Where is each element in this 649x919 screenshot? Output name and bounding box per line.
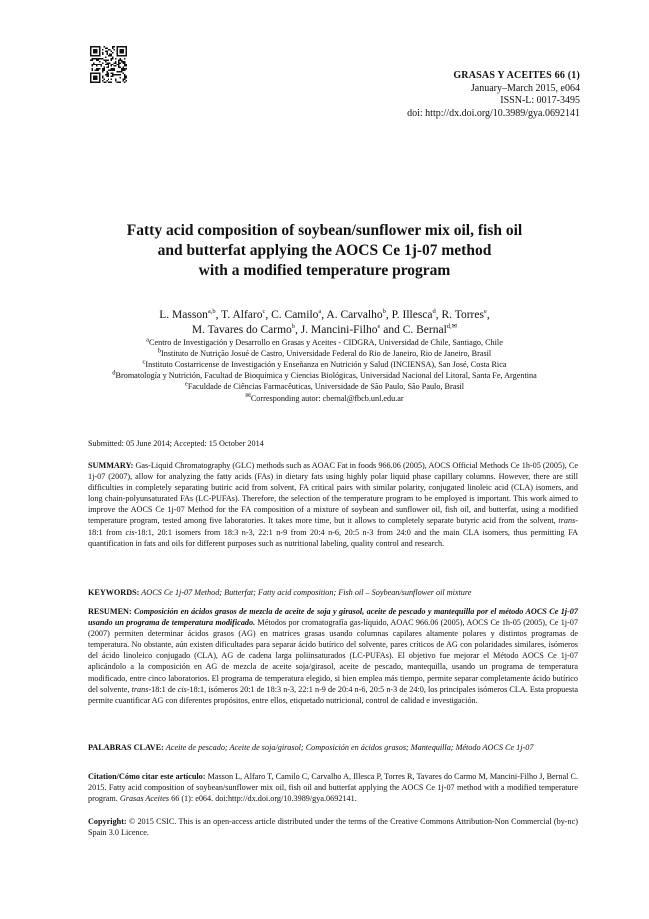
author-sup: b — [382, 308, 386, 316]
journal-issn: ISSN-L: 0017-3495 — [500, 95, 580, 107]
author-sup: d — [432, 308, 436, 316]
author-name: R. Torres — [441, 309, 484, 321]
corresponding-author — [20, 393, 629, 404]
author-name: M. Tavares do Carmo — [191, 324, 292, 336]
summary-text: -18:1 from — [88, 516, 578, 537]
author-name: L. Masson — [159, 309, 208, 321]
author-sep: , — [295, 324, 301, 336]
copyright-paragraph — [88, 816, 578, 838]
keywords-text: AOCS Ce 1j-07 Method; Butterfat; Fatty acid composition; Fish oil – Soybean/sunflower oil mixture — [139, 588, 472, 597]
affiliation — [20, 348, 629, 359]
resumen-text: Métodos por cromatografía gas-líquido, AOAC 966.06 (2005), AOCS Ce 1h-05 (2005), Ce 1j-07 (2007) permiten determinar ácidos grasos (AG) en matrices grasas usando columnas capilares altamente polares y distintos programas de temperatura. No obstante, aún existen dificultades para separar ácido butírico del solvente, pares críticos de AG con polaridades similares, isómeros del ácido linoleico conjugado (CLA), AG de cadena larga poliinsaturados (LC-PUFAs). El objetivo fue mejorar el Método AOCS Ce 1j-07 aplicándolo a la composición en AG de mezcla de aceite soja/girasol, aceite de pescado, mantequilla, usando un programa de temperatura modificado, entre cinco laboratorios. El programa de temperatura elegido, si bien emplea más tiempo, permite separar completamente ácido butírico del solvente, — [88, 618, 578, 694]
author-name: A. Carvalho — [326, 309, 383, 321]
affiliation — [20, 337, 629, 348]
corresponding-text[interactable]: Corresponding autor: cbernal@fbcb.unl.edu.ar — [250, 394, 404, 403]
affiliation — [20, 381, 629, 392]
author-sep: , — [265, 309, 272, 321]
title-line: with a modified temperature program — [198, 262, 451, 279]
affiliation-sup: b — [157, 347, 162, 355]
author-name: P. Illesca — [391, 309, 433, 321]
resumen-text: -18:1 de — [148, 684, 178, 694]
author-name: C. Bernal — [402, 324, 447, 336]
author-sep: , — [215, 309, 222, 321]
summary-trans: trans — [558, 516, 576, 526]
author-sep: , — [435, 309, 442, 321]
affiliation-text: Bromatología y Nutrición, Facultad de Bioquímica y Ciencias Biológicas, Universidad Nacional del Litoral, Santa Fe, Argentina — [115, 371, 537, 380]
author-list — [40, 308, 609, 338]
citation-journal: Grasas Aceites — [119, 794, 170, 804]
affiliation-sup: c — [142, 358, 146, 366]
copyright-text: © 2015 CSIC. This is an open-access article distributed under the terms of the Creative Commons Attribution-Non Commercial (by-nc) Spain 3.0 Licence. — [88, 817, 578, 838]
resumen-text: -18:1, isómeros 20:1 de 18:3 n-3, 22:1 n-9 de 20:4 n-6, 20:5 n-3 de 24:0, los principales isómeros CLA. Esta propuesta permite cuantificar AG con diferentes propósitos, entre ellos, etiquetado nutricional, control de calidad e investigación. — [88, 684, 578, 705]
affiliation-sup: a — [146, 336, 150, 344]
palabras-label: PALABRAS CLAVE: — [88, 743, 164, 752]
journal-issue: January–March 2015, e064 — [470, 82, 580, 94]
keywords-paragraph — [88, 587, 578, 598]
author-name: J. Mancini-Filho — [300, 324, 378, 336]
citation-text[interactable]: 66 (1): e064. doi:http://dx.doi.org/10.3989/gya.0692141. — [169, 794, 357, 804]
article-title — [60, 221, 589, 281]
author-sep: and — [380, 324, 403, 336]
affiliation-text: Faculdade de Ciências Farmacêuticas, Universidade de São Paulo, São Paulo, Brasil — [187, 382, 465, 391]
author-sep: , — [486, 309, 490, 321]
journal-name: GRASAS Y ACEITES 66 (1) — [453, 70, 580, 81]
summary-text: Gas-Liquid Chromatography (GLC) methods such as AOAC Fat in foods 966.06 (2005), AOCS Official Methods Ce 1h-05 (2005), Ce 1j-07 (2007), allow for analyzing the fatty acids (FAs) in dietary fats using highly polar liquid phase capillary columns. However, there are still difficulties in completely separating butiric acid from solvent, FA critical pairs with similar polarity, conjugated linoleic acid (CLA) isomers, and long chain-polyunsaturated FAs (LC-PUFAs). Therefore, the selection of the temperature program to be employed is important. This work aimed to improve the AOCS Ce 1j-07 Method for the FA composition of a mixture of soybean and sunflower oil, fish oil, and butterfat, using a modified temperature program, tested among five laboratories. It takes more time, but it allows to completely separate butyric acid from the solvent, — [88, 461, 578, 526]
journal-header — [407, 70, 580, 120]
summary-cis: cis — [125, 527, 135, 537]
resumen-trans: trans — [131, 684, 149, 694]
affiliation-sup: d — [112, 369, 116, 377]
palabras-clave-paragraph — [88, 742, 578, 753]
author-sep: , — [385, 309, 392, 321]
title-line: Fatty acid composition of soybean/sunflower mix oil, fish oil — [126, 222, 523, 239]
citation-paragraph — [88, 771, 578, 804]
author-sep: , — [321, 309, 327, 321]
author-sup: e — [377, 323, 381, 331]
author-sup: c — [262, 308, 266, 316]
summary-text: -18:1, 20:1 isomers from 18:3 n-3, 22:1 n-9 from 20:4 n-6, 20:5 n-3 from 24:0 and the main CLA isomers, thus permitting FA quantification in fats and oils for different purposes such as nutritional labeling, quality control and research. — [88, 527, 578, 548]
affiliation-list — [20, 337, 629, 404]
qr-code-icon — [90, 46, 127, 83]
envelope-icon: ✉ — [245, 392, 251, 400]
summary-label: SUMMARY: — [88, 461, 134, 470]
resumen-paragraph — [88, 606, 578, 706]
palabras-text: Aceite de pescado; Aceite de soja/girasol; Composición en ácidos grasos; Mantequilla; Método AOCS Ce 1j-07 — [163, 743, 534, 752]
resumen-title: Composición en ácidos grasos de mezcla de aceite de soja y girasol, aceite de pescado y mantequilla por el método AOCS Ce 1j-07 usando un programa de temperatura modificado. — [88, 607, 578, 628]
citation-label: Citation/Cómo citar este artículo: — [88, 772, 206, 781]
keywords-label: KEYWORDS: — [88, 588, 140, 597]
copyright-label: Copyright: — [88, 817, 127, 826]
author-sup: d,✉ — [446, 323, 458, 331]
author-sup: b — [291, 323, 296, 331]
author-name: C. Camilo — [271, 309, 319, 321]
affiliation-text: Centro de Investigación y Desarrollo en Grasas y Aceites - CIDGRA, Universidad de Chile, Santiago, Chile — [149, 338, 503, 347]
resumen-label: RESUMEN: — [88, 607, 132, 616]
journal-doi[interactable]: doi: http://dx.doi.org/10.3989/gya.0692141 — [407, 107, 580, 119]
author-sup: a,b — [207, 308, 216, 316]
submission-dates: Submitted: 05 June 2014; Accepted: 15 October 2014 — [88, 439, 264, 448]
summary-paragraph — [88, 460, 578, 549]
affiliation — [20, 370, 629, 381]
affiliation-text: Instituto de Nutrição Josué de Castro, Universidade Federal do Rio de Janeiro, Rio de Janeiro, Brasil — [161, 349, 492, 358]
affiliation-text: Instituto Costarricense de Investigación y Enseñanza en Nutrición y Salud (INCIENSA), San José, Costa Rica — [145, 360, 507, 369]
author-name: T. Alfaro — [221, 309, 263, 321]
author-sup: e — [483, 308, 487, 316]
author-sup: a — [318, 308, 322, 316]
title-line: and butterfat applying the AOCS Ce 1j-07 method — [157, 242, 492, 259]
resumen-cis: cis — [177, 684, 187, 694]
citation-text: Masson L, Alfaro T, Camilo C, Carvalho A, Illesca P, Torres R, Tavares do Carmo M, Mancini-Filho J, Bernal C. 2015. Fatty acid composition of soybean/sunflower mix oil, fish oil and butterfat applying the AOCS Ce 1j-07 method with a modified temperature program. — [88, 772, 578, 804]
affiliation-sup: e — [184, 380, 188, 388]
